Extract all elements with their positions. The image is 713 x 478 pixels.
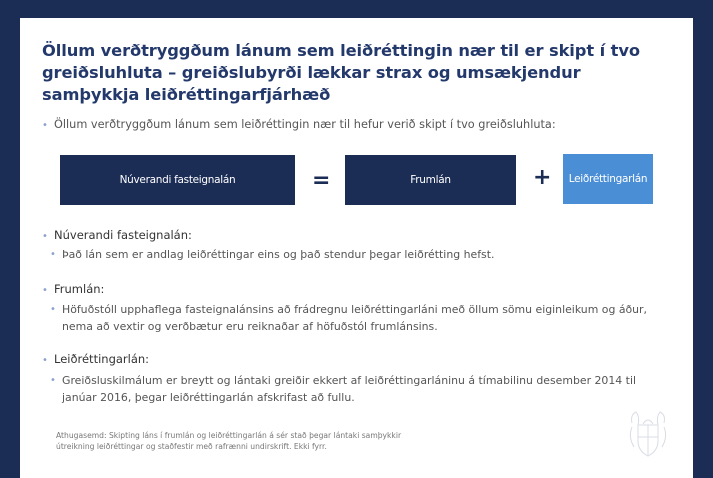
bullet-icon: •: [42, 120, 48, 131]
section-text: [50, 372, 674, 406]
section-heading: [42, 228, 192, 242]
section-text: [50, 246, 674, 263]
bullet-icon: •: [50, 375, 56, 386]
section-body: Það lán sem er andlag leiðréttingar eins og það stendur þegar leiðrétting hefst.: [62, 248, 495, 261]
bullet-icon: •: [42, 285, 48, 296]
bullet-icon: •: [50, 249, 56, 260]
intro-text: [42, 118, 556, 131]
section-heading-text: Leiðréttingarlán:: [54, 352, 150, 366]
current-loan-box: [60, 155, 295, 205]
section-heading: [42, 352, 149, 366]
section-text: [50, 301, 674, 335]
section-body: Höfuðstóll upphaflega fasteignalánsins að frádregnu leiðréttingarláni með öllum sömu eiginleikum og áður, nema að vextir og verðbætur eru reiknaðar af höfuðstól frumlánsins.: [62, 303, 647, 333]
current-loan-label: Núverandi fasteignalán: [119, 174, 236, 186]
coat-of-arms-icon: [626, 407, 670, 460]
bullet-icon: •: [42, 231, 48, 242]
slide: [20, 18, 693, 478]
correction-loan-box: [563, 154, 653, 204]
section-body: Greiðsluskilmálum er breytt og lántaki greiðir ekkert af leiðréttingarláninu á tímabilinu desember 2014 til janúar 2016, þegar leiðréttingarlán afskrifast að fullu.: [62, 374, 637, 404]
bullet-icon: •: [50, 304, 56, 315]
section-heading: [42, 282, 104, 296]
section-heading-text: Frumlán:: [54, 282, 105, 296]
equals-sign: =: [312, 168, 331, 193]
slide-title: Öllum verðtryggðum lánum sem leiðréttingin nær til er skipt í tvo greiðsluhluta – greiðslubyrði lækkar strax og umsækjendur samþykkja leiðréttingarfjárhæð: [42, 41, 640, 104]
intro-label: Öllum verðtryggðum lánum sem leiðréttingin nær til hefur verið skipt í tvo greiðsluhluta:: [54, 118, 556, 131]
bullet-icon: •: [42, 355, 48, 366]
original-loan-box: [345, 155, 516, 205]
correction-loan-label: Leiðréttingarlán: [568, 173, 648, 185]
original-loan-label: Frumlán: [410, 174, 451, 186]
footnote: Athugasemd: Skipting láns í frumlán og leiðréttingarlán á sér stað þegar lántaki samþykkir útreikning leiðréttingar og staðfestir með rafrænni undirskrift. Ekki fyrr.: [56, 431, 402, 451]
section-heading-text: Núverandi fasteignalán:: [54, 228, 192, 242]
plus-sign: +: [533, 165, 552, 190]
